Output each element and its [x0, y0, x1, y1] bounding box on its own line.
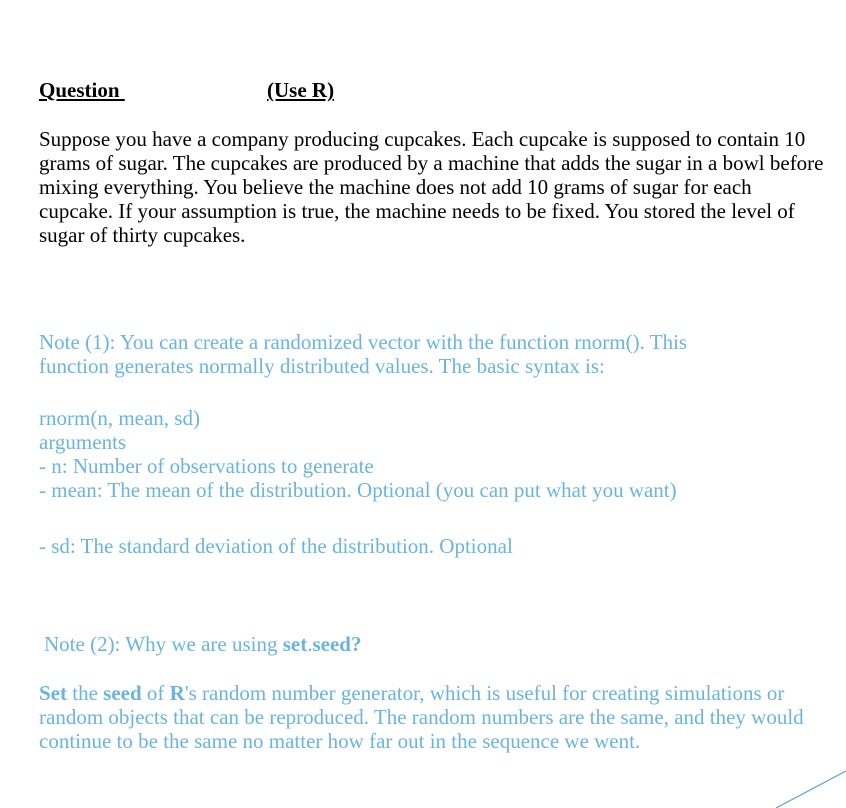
decorative-corner-line: [776, 768, 846, 808]
note-1-line-2: function generates normally distributed values. The basic syntax is:: [39, 354, 605, 378]
seed-para-seed: seed: [103, 681, 142, 705]
note-2-dot: .: [307, 632, 313, 656]
rnorm-syntax-block: [39, 406, 829, 502]
note-1-line-1: Note (1): You can create a randomized vector with the function rnorm(). This: [39, 330, 688, 354]
question-label: Question: [39, 78, 125, 102]
note-2: [44, 632, 834, 656]
seed-para-text-2: of: [141, 681, 170, 705]
set-seed-paragraph: [39, 681, 829, 753]
seed-para-r: R: [169, 681, 185, 705]
arguments-label: arguments: [39, 430, 127, 454]
note-1: [39, 330, 829, 378]
intro-paragraph: Suppose you have a company producing cupcakes. Each cupcake is supposed to contain 10 grams of sugar. The cupcakes are produced by a machine that adds the sugar in a bowl before mixing everything. You believe the machine does not add 10 grams of sugar for each cupcake. If your assumption is true, the machine needs to be fixed. You stored the level of sugar of thirty cupcakes.: [39, 127, 824, 247]
seed-para-set: Set: [39, 681, 67, 705]
note-2-seed: seed?: [312, 632, 362, 656]
use-r-label: (Use R): [267, 78, 335, 102]
arg-sd-block: [39, 534, 829, 558]
note-2-set: set: [282, 632, 308, 656]
arg-sd: - sd: The standard deviation of the distribution. Optional: [39, 534, 513, 558]
arg-mean: - mean: The mean of the distribution. Optional (you can put what you want): [39, 478, 677, 502]
arg-n: - n: Number of observations to generate: [39, 454, 374, 478]
note-2-prefix: Note (2): Why we are using: [44, 632, 283, 656]
seed-para-text-1: the: [67, 681, 104, 705]
rnorm-call: rnorm(n, mean, sd): [39, 406, 200, 430]
seed-para-text-3: 's random number generator, which is useful for creating simulations or random objects that can be reproduced. The random numbers are the same, and they would continue to be the same no matter how far out in the sequence we went.: [39, 681, 804, 753]
